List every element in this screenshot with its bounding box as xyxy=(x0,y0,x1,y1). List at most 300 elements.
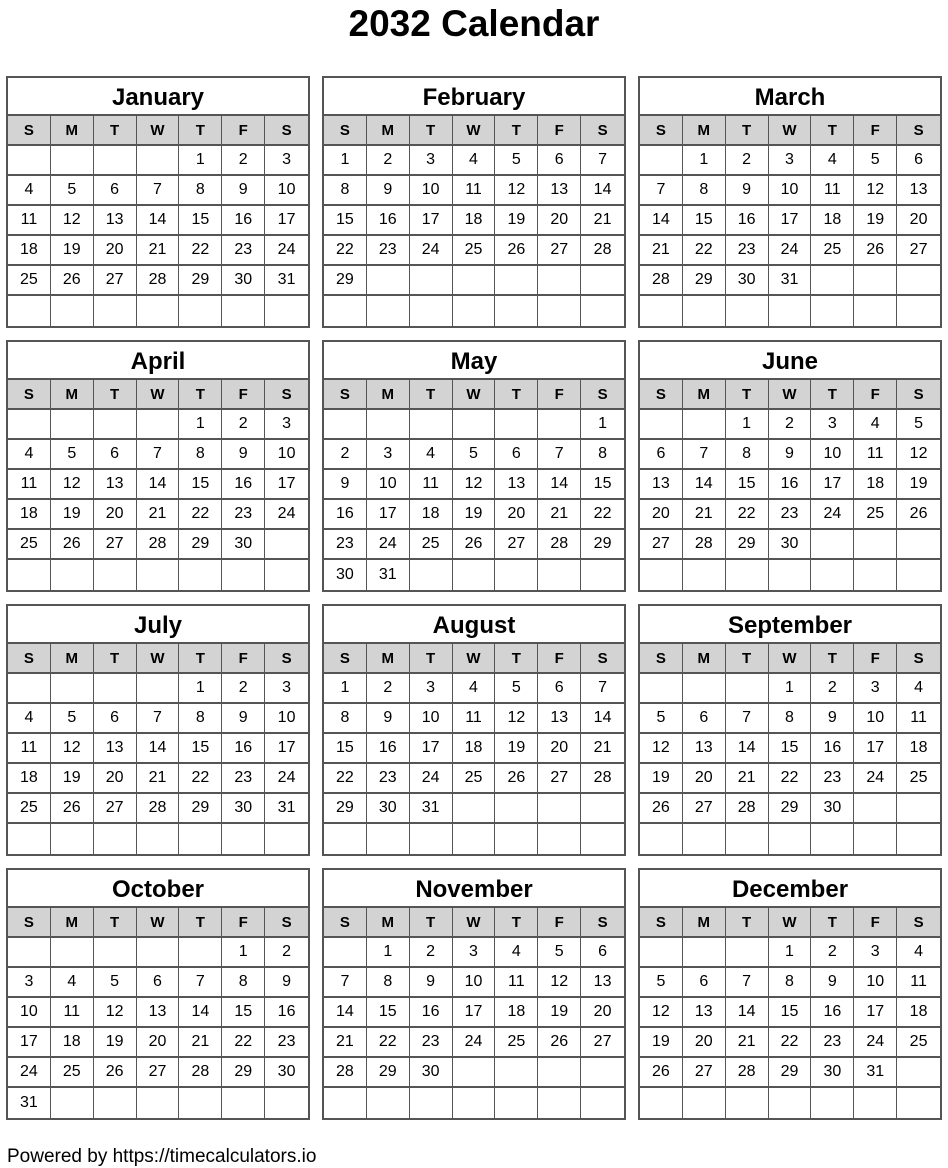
day-cell: 24 xyxy=(265,236,308,266)
month-september xyxy=(638,604,942,856)
day-cell: 20 xyxy=(94,236,137,266)
weekday-label: S xyxy=(640,380,683,410)
week-row xyxy=(640,824,940,854)
day-cell: 27 xyxy=(640,530,683,560)
day-cell: 22 xyxy=(769,764,812,794)
day-cell xyxy=(51,938,94,968)
day-cell xyxy=(640,296,683,326)
weekday-label: W xyxy=(769,908,812,938)
day-cell: 18 xyxy=(51,1028,94,1058)
day-cell xyxy=(683,674,726,704)
day-cell: 5 xyxy=(51,704,94,734)
month-june xyxy=(638,340,942,592)
day-cell: 3 xyxy=(854,938,897,968)
day-cell: 28 xyxy=(538,530,581,560)
day-cell: 26 xyxy=(538,1028,581,1058)
day-cell: 13 xyxy=(94,206,137,236)
day-cell: 5 xyxy=(94,968,137,998)
day-cell: 30 xyxy=(811,1058,854,1088)
day-cell xyxy=(854,266,897,296)
day-cell: 31 xyxy=(265,794,308,824)
day-cell: 3 xyxy=(769,146,812,176)
day-cell: 14 xyxy=(581,704,624,734)
day-cell xyxy=(538,410,581,440)
week-row xyxy=(640,530,940,560)
day-cell: 25 xyxy=(495,1028,538,1058)
week-row xyxy=(324,266,624,296)
day-cell xyxy=(538,1058,581,1088)
day-cell: 2 xyxy=(726,146,769,176)
day-cell xyxy=(854,794,897,824)
day-cell: 5 xyxy=(640,968,683,998)
weekday-label: W xyxy=(453,380,496,410)
day-cell: 12 xyxy=(94,998,137,1028)
day-cell: 10 xyxy=(453,968,496,998)
day-cell: 18 xyxy=(854,470,897,500)
day-cell xyxy=(137,674,180,704)
day-cell: 24 xyxy=(265,500,308,530)
day-cell: 28 xyxy=(324,1058,367,1088)
week-row xyxy=(640,236,940,266)
day-cell xyxy=(179,824,222,854)
day-cell: 6 xyxy=(897,146,940,176)
day-cell: 9 xyxy=(811,704,854,734)
day-cell: 7 xyxy=(726,704,769,734)
day-cell: 19 xyxy=(854,206,897,236)
month-december xyxy=(638,868,942,1120)
weekday-label: W xyxy=(769,116,812,146)
day-cell: 3 xyxy=(410,146,453,176)
weekday-label: F xyxy=(538,644,581,674)
day-cell: 12 xyxy=(495,704,538,734)
week-row xyxy=(640,764,940,794)
day-cell: 4 xyxy=(495,938,538,968)
weekday-label: F xyxy=(222,116,265,146)
weekday-label: M xyxy=(367,644,410,674)
day-cell xyxy=(137,1088,180,1118)
day-cell: 21 xyxy=(581,734,624,764)
day-cell: 25 xyxy=(811,236,854,266)
week-row xyxy=(324,206,624,236)
week-row xyxy=(8,824,308,854)
weekday-label: F xyxy=(222,908,265,938)
day-cell xyxy=(410,296,453,326)
day-cell: 2 xyxy=(265,938,308,968)
day-cell: 11 xyxy=(8,470,51,500)
day-cell xyxy=(367,410,410,440)
day-cell: 26 xyxy=(51,266,94,296)
day-cell: 17 xyxy=(854,998,897,1028)
day-cell: 28 xyxy=(683,530,726,560)
day-cell xyxy=(453,1058,496,1088)
week-row xyxy=(8,470,308,500)
day-cell: 17 xyxy=(854,734,897,764)
day-cell: 13 xyxy=(137,998,180,1028)
day-cell: 16 xyxy=(811,998,854,1028)
weekday-label: M xyxy=(683,380,726,410)
day-cell xyxy=(367,824,410,854)
weekday-label: M xyxy=(367,908,410,938)
week-row xyxy=(324,998,624,1028)
day-cell: 23 xyxy=(726,236,769,266)
day-cell xyxy=(410,824,453,854)
day-cell: 19 xyxy=(51,236,94,266)
day-cell: 17 xyxy=(8,1028,51,1058)
day-cell: 3 xyxy=(265,410,308,440)
day-cell: 16 xyxy=(222,470,265,500)
day-cell xyxy=(683,410,726,440)
day-cell xyxy=(367,1088,410,1118)
day-cell: 27 xyxy=(897,236,940,266)
weekday-label: W xyxy=(453,116,496,146)
day-cell: 17 xyxy=(410,206,453,236)
day-cell: 26 xyxy=(51,794,94,824)
day-cell xyxy=(179,560,222,590)
day-cell: 9 xyxy=(367,176,410,206)
day-cell: 27 xyxy=(495,530,538,560)
day-cell: 27 xyxy=(538,764,581,794)
day-cell: 23 xyxy=(222,764,265,794)
day-cell: 12 xyxy=(854,176,897,206)
day-cell: 20 xyxy=(538,206,581,236)
day-cell xyxy=(94,146,137,176)
day-cell: 29 xyxy=(222,1058,265,1088)
day-cell xyxy=(137,938,180,968)
day-cell xyxy=(811,266,854,296)
day-cell: 20 xyxy=(683,1028,726,1058)
day-cell xyxy=(222,560,265,590)
day-cell xyxy=(94,296,137,326)
weekday-label: F xyxy=(854,380,897,410)
weekday-label: S xyxy=(324,116,367,146)
day-cell: 25 xyxy=(453,236,496,266)
day-cell: 1 xyxy=(324,674,367,704)
day-cell: 19 xyxy=(94,1028,137,1058)
day-cell xyxy=(640,674,683,704)
week-row xyxy=(8,764,308,794)
day-cell: 1 xyxy=(222,938,265,968)
day-cell: 13 xyxy=(897,176,940,206)
day-cell: 10 xyxy=(410,704,453,734)
day-cell: 15 xyxy=(769,734,812,764)
week-row xyxy=(640,1058,940,1088)
day-cell: 1 xyxy=(179,146,222,176)
day-cell: 1 xyxy=(726,410,769,440)
day-cell xyxy=(495,266,538,296)
day-cell: 28 xyxy=(137,530,180,560)
day-cell: 6 xyxy=(581,938,624,968)
day-cell xyxy=(897,530,940,560)
week-row xyxy=(8,410,308,440)
day-cell: 30 xyxy=(265,1058,308,1088)
day-cell: 12 xyxy=(640,734,683,764)
day-cell xyxy=(137,824,180,854)
day-cell xyxy=(538,1088,581,1118)
page-title: 2032 Calendar xyxy=(348,3,600,44)
day-cell: 17 xyxy=(769,206,812,236)
weekday-label: T xyxy=(410,380,453,410)
week-row xyxy=(640,146,940,176)
day-cell: 10 xyxy=(8,998,51,1028)
day-cell: 1 xyxy=(683,146,726,176)
day-cell: 9 xyxy=(410,968,453,998)
month-may xyxy=(322,340,626,592)
day-cell: 24 xyxy=(410,236,453,266)
day-cell xyxy=(640,938,683,968)
day-cell: 1 xyxy=(367,938,410,968)
day-cell: 24 xyxy=(8,1058,51,1088)
day-cell: 26 xyxy=(51,530,94,560)
week-row xyxy=(640,470,940,500)
day-cell: 26 xyxy=(897,500,940,530)
day-cell xyxy=(51,824,94,854)
week-row xyxy=(640,734,940,764)
weekday-label: M xyxy=(367,116,410,146)
day-cell: 11 xyxy=(8,206,51,236)
day-cell: 14 xyxy=(137,206,180,236)
week-row xyxy=(640,440,940,470)
day-cell: 4 xyxy=(51,968,94,998)
day-cell: 21 xyxy=(683,500,726,530)
week-row xyxy=(640,968,940,998)
day-cell: 14 xyxy=(726,734,769,764)
day-cell: 30 xyxy=(410,1058,453,1088)
day-cell xyxy=(538,794,581,824)
day-cell xyxy=(410,1088,453,1118)
day-cell xyxy=(51,296,94,326)
weekday-header xyxy=(8,908,308,938)
day-cell xyxy=(265,1088,308,1118)
day-cell: 23 xyxy=(265,1028,308,1058)
day-cell: 1 xyxy=(769,674,812,704)
day-cell: 17 xyxy=(367,500,410,530)
day-cell xyxy=(51,146,94,176)
day-cell: 9 xyxy=(222,440,265,470)
day-cell: 27 xyxy=(94,530,137,560)
day-cell: 29 xyxy=(324,794,367,824)
day-cell: 28 xyxy=(581,764,624,794)
day-cell xyxy=(8,824,51,854)
day-cell: 25 xyxy=(8,530,51,560)
day-cell: 28 xyxy=(137,266,180,296)
week-row xyxy=(8,674,308,704)
day-cell xyxy=(726,674,769,704)
month-name: March xyxy=(640,78,940,116)
weekday-label: T xyxy=(410,908,453,938)
day-cell: 13 xyxy=(683,998,726,1028)
weekday-label: T xyxy=(179,116,222,146)
day-cell xyxy=(94,824,137,854)
day-cell: 10 xyxy=(769,176,812,206)
day-cell: 3 xyxy=(854,674,897,704)
day-cell: 23 xyxy=(769,500,812,530)
day-cell xyxy=(179,296,222,326)
day-cell: 25 xyxy=(897,1028,940,1058)
day-cell: 9 xyxy=(367,704,410,734)
week-row xyxy=(324,1028,624,1058)
week-row xyxy=(640,206,940,236)
weekday-label: F xyxy=(538,908,581,938)
day-cell: 15 xyxy=(324,734,367,764)
weekday-label: S xyxy=(897,380,940,410)
day-cell: 29 xyxy=(581,530,624,560)
day-cell xyxy=(495,824,538,854)
week-row xyxy=(640,938,940,968)
day-cell: 24 xyxy=(854,764,897,794)
day-cell xyxy=(854,296,897,326)
day-cell: 10 xyxy=(811,440,854,470)
day-cell: 7 xyxy=(726,968,769,998)
day-cell: 26 xyxy=(94,1058,137,1088)
day-cell xyxy=(453,1088,496,1118)
weekday-label: S xyxy=(897,116,940,146)
day-cell: 29 xyxy=(179,794,222,824)
day-cell: 11 xyxy=(495,968,538,998)
week-row xyxy=(324,734,624,764)
day-cell xyxy=(8,674,51,704)
day-cell: 13 xyxy=(538,704,581,734)
day-cell: 23 xyxy=(222,500,265,530)
week-row xyxy=(640,560,940,590)
day-cell: 22 xyxy=(726,500,769,530)
day-cell: 18 xyxy=(8,236,51,266)
day-cell: 15 xyxy=(222,998,265,1028)
week-row xyxy=(324,764,624,794)
day-cell: 19 xyxy=(538,998,581,1028)
day-cell: 16 xyxy=(367,206,410,236)
month-october xyxy=(6,868,310,1120)
week-row xyxy=(640,176,940,206)
day-cell: 8 xyxy=(726,440,769,470)
day-cell xyxy=(897,1088,940,1118)
day-cell: 16 xyxy=(324,500,367,530)
day-cell xyxy=(137,560,180,590)
day-cell: 5 xyxy=(640,704,683,734)
day-cell xyxy=(324,938,367,968)
day-cell: 18 xyxy=(410,500,453,530)
day-cell: 8 xyxy=(324,704,367,734)
week-row xyxy=(324,470,624,500)
week-row xyxy=(324,968,624,998)
day-cell: 5 xyxy=(51,176,94,206)
weekday-label: M xyxy=(51,380,94,410)
day-cell: 19 xyxy=(495,734,538,764)
day-cell: 5 xyxy=(538,938,581,968)
weekday-label: T xyxy=(410,116,453,146)
day-cell: 26 xyxy=(495,236,538,266)
weekday-label: T xyxy=(94,644,137,674)
day-cell: 19 xyxy=(51,500,94,530)
day-cell: 6 xyxy=(640,440,683,470)
week-row xyxy=(324,296,624,326)
week-row xyxy=(8,176,308,206)
day-cell: 17 xyxy=(265,470,308,500)
day-cell: 13 xyxy=(581,968,624,998)
day-cell: 18 xyxy=(8,764,51,794)
day-cell: 5 xyxy=(495,146,538,176)
month-name: May xyxy=(324,342,624,380)
week-row xyxy=(324,440,624,470)
day-cell: 12 xyxy=(51,470,94,500)
day-cell: 20 xyxy=(538,734,581,764)
day-cell: 20 xyxy=(94,500,137,530)
weekday-label: S xyxy=(8,116,51,146)
month-name: July xyxy=(8,606,308,644)
day-cell: 3 xyxy=(811,410,854,440)
week-row xyxy=(8,236,308,266)
day-cell: 24 xyxy=(769,236,812,266)
day-cell: 26 xyxy=(854,236,897,266)
day-cell: 31 xyxy=(8,1088,51,1118)
day-cell: 6 xyxy=(683,968,726,998)
week-row xyxy=(324,704,624,734)
weekday-label: F xyxy=(854,116,897,146)
day-cell xyxy=(495,410,538,440)
day-cell: 29 xyxy=(179,530,222,560)
day-cell: 27 xyxy=(137,1058,180,1088)
day-cell xyxy=(51,674,94,704)
day-cell: 19 xyxy=(897,470,940,500)
day-cell xyxy=(265,824,308,854)
week-row xyxy=(8,794,308,824)
day-cell: 30 xyxy=(769,530,812,560)
day-cell xyxy=(324,296,367,326)
day-cell: 18 xyxy=(811,206,854,236)
day-cell: 4 xyxy=(453,674,496,704)
week-row xyxy=(324,410,624,440)
day-cell: 25 xyxy=(453,764,496,794)
day-cell: 30 xyxy=(222,266,265,296)
day-cell: 15 xyxy=(769,998,812,1028)
day-cell: 16 xyxy=(410,998,453,1028)
day-cell: 27 xyxy=(581,1028,624,1058)
day-cell xyxy=(640,410,683,440)
day-cell: 26 xyxy=(495,764,538,794)
day-cell xyxy=(94,674,137,704)
weekday-label: W xyxy=(137,908,180,938)
month-august xyxy=(322,604,626,856)
weekday-label: S xyxy=(640,908,683,938)
day-cell xyxy=(265,296,308,326)
day-cell: 11 xyxy=(8,734,51,764)
day-cell xyxy=(897,296,940,326)
weekday-label: F xyxy=(222,380,265,410)
day-cell xyxy=(581,560,624,590)
week-row xyxy=(8,968,308,998)
weekday-label: M xyxy=(683,908,726,938)
weekday-label: S xyxy=(581,908,624,938)
week-row xyxy=(8,206,308,236)
week-row xyxy=(8,704,308,734)
day-cell: 29 xyxy=(769,794,812,824)
day-cell: 3 xyxy=(265,674,308,704)
day-cell: 7 xyxy=(640,176,683,206)
weekday-label: T xyxy=(179,380,222,410)
day-cell: 2 xyxy=(324,440,367,470)
day-cell: 22 xyxy=(179,500,222,530)
day-cell xyxy=(495,1088,538,1118)
day-cell: 28 xyxy=(137,794,180,824)
day-cell: 21 xyxy=(726,764,769,794)
day-cell xyxy=(367,296,410,326)
day-cell: 9 xyxy=(811,968,854,998)
month-name: January xyxy=(8,78,308,116)
weekday-label: S xyxy=(8,644,51,674)
day-cell: 27 xyxy=(683,794,726,824)
day-cell: 1 xyxy=(179,674,222,704)
day-cell: 20 xyxy=(94,764,137,794)
weekday-label: T xyxy=(726,644,769,674)
